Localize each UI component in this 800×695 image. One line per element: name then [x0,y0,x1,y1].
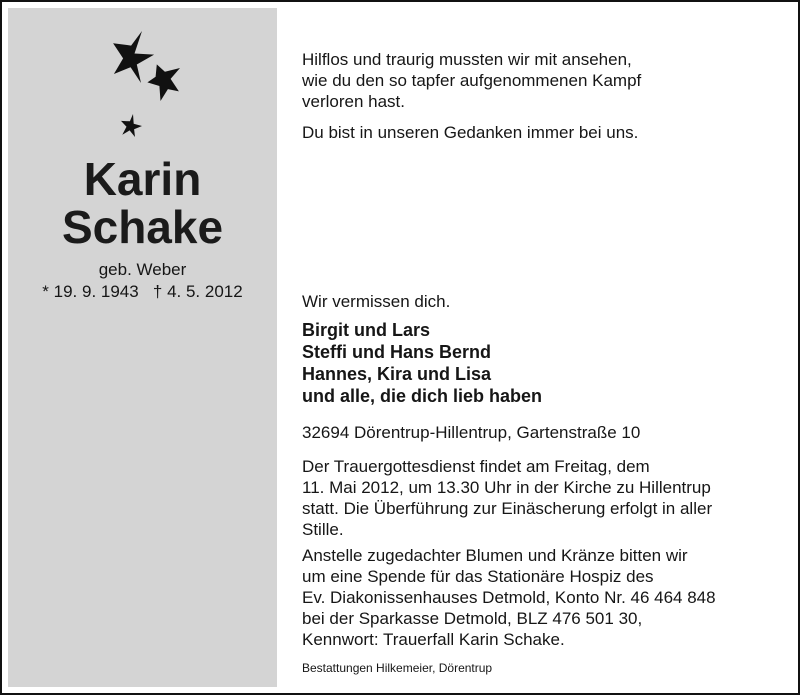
service-line: Stille. [302,520,344,539]
mourner-line: Birgit und Lars [302,320,431,340]
star-small-icon [121,114,142,137]
service-line: 11. Mai 2012, um 13.30 Uhr in der Kirche zu Hillentrup [302,478,711,497]
verse-line: Hilflos und traurig mussten wir mit ansehen, [302,50,632,69]
deceased-first-name: Karin [83,153,202,205]
funeral-home: Bestattungen Hilkemeier, Dörentrup [302,661,493,675]
deceased-last-name: Schake [61,201,224,253]
star-medium-icon [147,64,180,101]
stars-decoration [8,8,277,148]
donation-info [302,545,782,650]
mourner-line: und alle, die dich lieb haben [302,386,543,406]
birth-name: geb. Weber [98,260,187,279]
birth-date: * 19. 9. 1943 [42,282,139,301]
star-large-icon [113,31,154,83]
donation-line: Kennwort: Trauerfall Karin Schake. [302,630,565,649]
donation-line: bei der Sparkasse Detmold, BLZ 476 501 30, [302,609,643,628]
death-date: † 4. 5. 2012 [152,282,243,301]
address: 32694 Dörentrup-Hillentrup, Gartenstraße 10 [302,423,641,442]
verse-line: wie du den so tapfer aufgenommenen Kampf [302,71,642,90]
mourner-line: Hannes, Kira und Lisa [302,364,492,384]
service-info [302,456,782,540]
service-line: statt. Die Überführung zur Einäscherung erfolgt in aller [302,499,713,518]
life-dates [8,281,277,303]
donation-line: um eine Spende für das Stationäre Hospiz des [302,567,654,586]
service-line: Der Trauergottesdienst findet am Freitag, dem [302,457,650,476]
mourner-line: Steffi und Hans Bernd [302,342,492,362]
mourners-list [302,319,782,407]
verse-line: verloren hast. [302,92,405,111]
verse-block [302,49,782,112]
verse-closing: Du bist in unseren Gedanken immer bei uns. [302,123,639,142]
name-panel [8,8,277,687]
donation-line: Ev. Diakonissenhauses Detmold, Konto Nr. 46 464 848 [302,588,716,607]
miss-line: Wir vermissen dich. [302,292,451,311]
donation-line: Anstelle zugedachter Blumen und Kränze bitten wir [302,546,688,565]
